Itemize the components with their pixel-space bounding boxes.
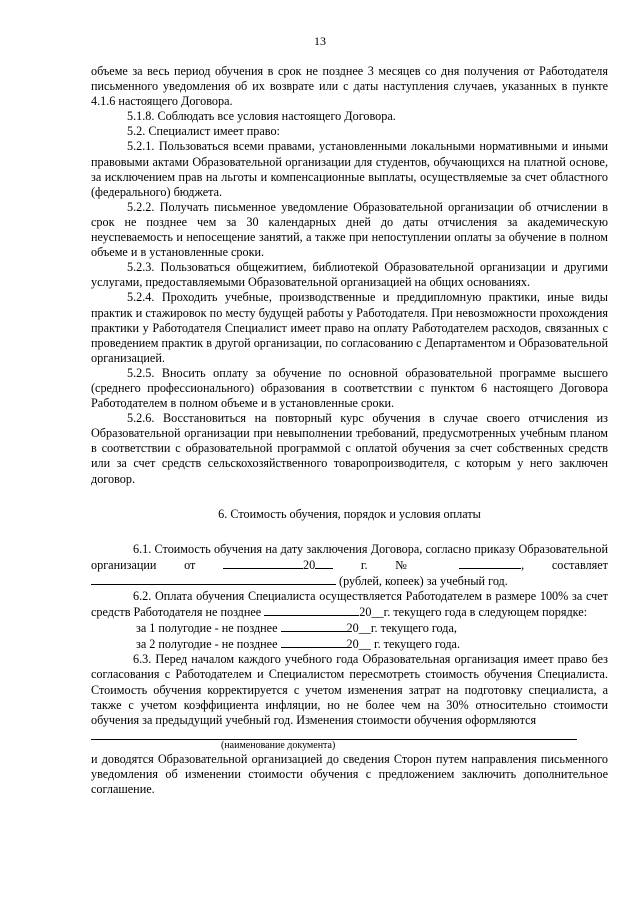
clause-5-2-4: 5.2.4. Проходить учебные, производственные и преддипломную практики, иные виды практик и стажировок по месту будущей работы у Работодателя. При невозможности прохождения практики у Работодателя Специалист имеет право на оплату Работодателем расходов, связанных с проведением практик в другой организации, по согласованию с Департаментом и Образовательной организацией. [91,290,608,365]
second-half-date-blank [281,636,347,648]
clause-6-2-tail: 20__г. текущего года в следующем порядке: [359,605,588,620]
clause-6-3-continuation: и доводятся Образовательной организацией до сведения Сторон путем направления письменного уведомления об изменении стоимости обучения с предложением заключить дополнительное соглашение. [91,751,608,797]
section-6-heading: 6. Стоимость обучения, порядок и условия оплаты [218,506,481,521]
clause-5-2-2: 5.2.2. Получать письменное уведомление Образовательной организации об отчислении в срок не позднее чем за 30 календарных дней до даты отчисления за академическую неуспеваемость и непосещение занятий, а также при непоступлении оплаты за обучение в полном объеме и в установленные сроки. [91,199,608,260]
second-half-tail: 20__ г. текущего года. [346,637,460,652]
second-half-label: за 2 полугодие - не позднее [136,637,278,652]
first-half-date-blank [281,620,347,632]
first-half-tail: 20__г. текущего года, [346,621,457,636]
payment-second-half [91,636,608,652]
page-number: 13 [314,34,326,48]
clause-5-2-6: 5.2.6. Восстановиться на повторный курс обучения в случае своего отчисления из Образовательной организации при невыполнении требований, предусмотренных учебным планом в соответствии с образовательной программой с оплатой обучения за счет собственных средств или за счет средств сельскохозяйственного товаропроизводителя, с которым у него заключен договор. [91,411,608,486]
clause-5-2: 5.2. Специалист имеет право: [127,124,280,139]
first-half-label: за 1 полугодие - не позднее [136,621,278,636]
year-blank [315,557,333,569]
clause-6-3: 6.3. Перед началом каждого учебного года Образовательная организация имеет право без согласования с Работодателем и Специалистом пересмотреть стоимость обучения Специалиста. Стоимость обучения корректируется с учетом изменения затрат на подготовку специалиста, а также с учетом коэффициента инфляции, но не более чем на 30% относительно стоимости обучения за предыдущий учебный год. Изменения стоимости обучения оформляются [91,652,608,727]
clause-6-1-text: 6.1. Стоимость обучения на дату заключения Договора, согласно приказу Образовательной организации от [91,541,608,572]
clause-5-2-1: 5.2.1. Пользоваться всеми правами, установленными локальными нормативными и иными правовыми актами Образовательной организации для студентов, обучающихся на платной основе, за исключением прав на льготы и компенсационные выплаты, осуществляемые за счет областного (федерального) бюджета. [91,139,608,199]
cost-blank [91,573,336,585]
document-body [91,64,608,797]
cost-unit: (рублей, копеек) за учебный год. [339,573,508,588]
cost-label: , составляет [521,557,608,572]
order-number-blank [459,557,521,569]
date-blank [223,557,303,569]
year-prefix: 20 [303,557,316,572]
clause-6-1 [91,542,608,589]
paragraph-continuation: объеме за весь период обучения в срок не позднее 3 месяцев со дня получения от Работодателя письменного уведомления об их возврате или с даты наступления случаев, указанных в пункте 4.1.6 настоящего Договора. [91,64,608,109]
clause-5-1-8: 5.1.8. Соблюдать все условия настоящего Договора. [127,109,396,124]
clause-5-2-5: 5.2.5. Вносить оплату за обучение по основной образовательной программе высшего (среднего профессионального) образования в соответствии с пунктом 6 настоящего Договора Работодателем в полном объеме и в установленные сроки. [91,365,608,411]
payment-date-blank [264,604,359,616]
order-number-label: г. № [360,557,432,572]
document-name-caption: (наименование документа) [221,739,336,751]
clause-6-2-text: 6.2. Оплата обучения Специалиста осуществляется Работодателем в размере 100% за счет средств Работодателя не позднее [91,589,608,620]
payment-first-half [91,620,608,636]
clause-6-2 [91,589,608,620]
clause-5-2-3: 5.2.3. Пользоваться общежитием, библиотекой Образовательной организации и другими услугами, предоставляемыми Образовательной организацией на общих основаниях. [91,260,608,290]
